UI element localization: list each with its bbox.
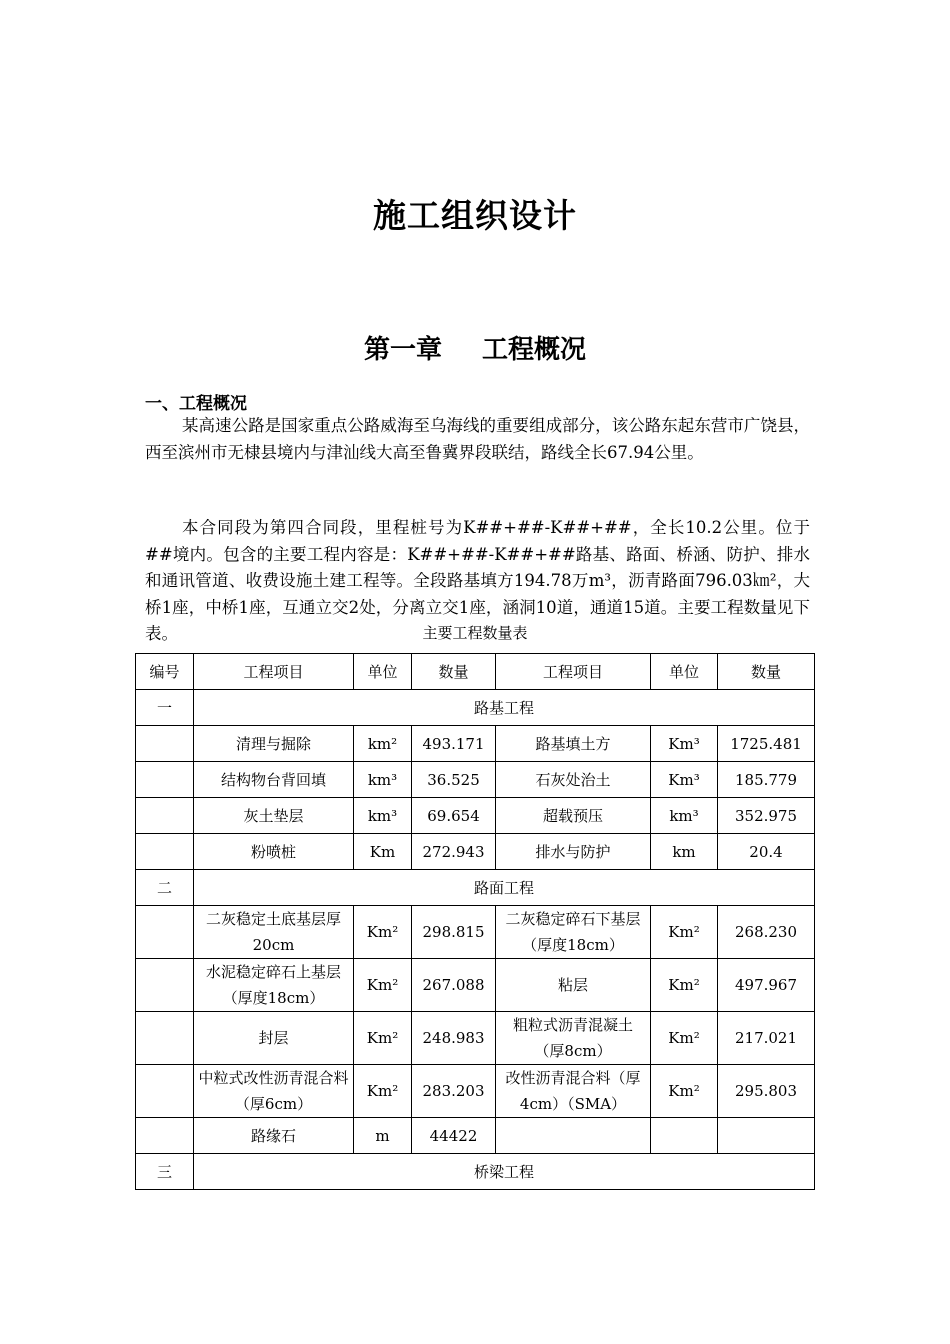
unit-cell: Km² <box>651 1065 718 1118</box>
header-cell: 工程项目 <box>496 654 651 690</box>
unit-cell: Km² <box>354 959 412 1012</box>
table-cell: 185.779 <box>718 762 815 798</box>
header-cell: 编号 <box>136 654 194 690</box>
unit-cell: Km² <box>354 1065 412 1118</box>
chapter-heading <box>0 329 950 366</box>
table-cell: 排水与防护 <box>496 834 651 870</box>
table-cell: 283.203 <box>412 1065 496 1118</box>
unit-cell: Km³ <box>651 726 718 762</box>
table-section-row <box>136 870 815 906</box>
table-cell: 268.230 <box>718 906 815 959</box>
header-cell: 数量 <box>718 654 815 690</box>
quantity-table <box>135 653 815 1190</box>
table-row <box>136 1065 815 1118</box>
table-cell: 石灰处治土 <box>496 762 651 798</box>
section-number-cell: 二 <box>136 870 194 906</box>
table-cell <box>136 959 194 1012</box>
table-header-row <box>136 654 815 690</box>
unit-cell: Km² <box>651 959 718 1012</box>
table-cell: 结构物台背回填 <box>194 762 354 798</box>
table-cell: 493.171 <box>412 726 496 762</box>
table-cell: 298.815 <box>412 906 496 959</box>
table-cell: 69.654 <box>412 798 496 834</box>
section-number-cell: 一 <box>136 690 194 726</box>
header-cell: 单位 <box>354 654 412 690</box>
unit-cell: Km² <box>354 1012 412 1065</box>
table-row <box>136 834 815 870</box>
table-cell: 二灰稳定土底基层厚20cm <box>194 906 354 959</box>
table-cell <box>136 834 194 870</box>
header-cell: 数量 <box>412 654 496 690</box>
table-row <box>136 1118 815 1154</box>
table-cell: 20.4 <box>718 834 815 870</box>
table-cell: 粗粒式沥青混凝土（厚8cm） <box>496 1012 651 1065</box>
unit-cell: km² <box>354 726 412 762</box>
table-cell: 灰土垫层 <box>194 798 354 834</box>
table-cell: 二灰稳定碎石下基层（厚度18cm） <box>496 906 651 959</box>
table-cell <box>136 1065 194 1118</box>
table-cell: 295.803 <box>718 1065 815 1118</box>
unit-cell: km³ <box>354 798 412 834</box>
header-cell: 工程项目 <box>194 654 354 690</box>
table-cell <box>496 1118 651 1154</box>
table-cell: 超载预压 <box>496 798 651 834</box>
table-cell: 水泥稳定碎石上基层（厚度18cm） <box>194 959 354 1012</box>
table-section-row <box>136 1154 815 1190</box>
table-cell <box>136 1118 194 1154</box>
table-row <box>136 906 815 959</box>
table-cell: 44422 <box>412 1118 496 1154</box>
table-cell <box>718 1118 815 1154</box>
unit-cell: Km <box>354 834 412 870</box>
unit-cell: km³ <box>651 798 718 834</box>
unit-cell: Km² <box>354 906 412 959</box>
table-cell: 248.983 <box>412 1012 496 1065</box>
table-cell: 217.021 <box>718 1012 815 1065</box>
table-section-row <box>136 690 815 726</box>
table-cell: 497.967 <box>718 959 815 1012</box>
table-cell: 粘层 <box>496 959 651 1012</box>
paragraph-overview: 某高速公路是国家重点公路威海至乌海线的重要组成部分，该公路东起东营市广饶县，西至滨州市无棣县境内与津汕线大高至鲁冀界段联结，路线全长67.94公里。 <box>145 416 810 462</box>
table-cell: 267.088 <box>412 959 496 1012</box>
table-cell <box>136 1012 194 1065</box>
unit-cell: Km³ <box>651 762 718 798</box>
table-row <box>136 1012 815 1065</box>
table-cell: 36.525 <box>412 762 496 798</box>
table-cell: 清理与掘除 <box>194 726 354 762</box>
table-cell: 路基填土方 <box>496 726 651 762</box>
unit-cell: m <box>354 1118 412 1154</box>
table-caption: 主要工程数量表 <box>422 624 528 642</box>
paragraph-contract: 本合同段为第四合同段，里程桩号为K##+##-K##+##，全长10.2公里。位于##境内。包含的主要工程内容是：K##+##-K##+##路基、路面、桥涵、防护、排水和通讯管道、收费设施土建工程等。全段路基填方194.78万m³，沥青路面796.03㎞²，大桥1座，中桥1座，互通立交2处，分离立交1座，涵洞10道，通道15道。主要工程数量见下表。 <box>145 518 810 643</box>
header-cell: 单位 <box>651 654 718 690</box>
unit-cell: km <box>651 834 718 870</box>
table-cell: 封层 <box>194 1012 354 1065</box>
table-row <box>136 762 815 798</box>
table-cell: 中粒式改性沥青混合料（厚6cm） <box>194 1065 354 1118</box>
document-title: 施工组织设计 <box>373 196 577 235</box>
unit-cell: Km² <box>651 1012 718 1065</box>
table-cell: 352.975 <box>718 798 815 834</box>
table-cell: 粉喷桩 <box>194 834 354 870</box>
unit-cell <box>651 1118 718 1154</box>
table-cell <box>136 726 194 762</box>
table-row <box>136 726 815 762</box>
table-cell: 路缘石 <box>194 1118 354 1154</box>
table-row <box>136 798 815 834</box>
table-row <box>136 959 815 1012</box>
section-heading: 一、工程概况 <box>145 394 247 414</box>
table-cell: 272.943 <box>412 834 496 870</box>
quantity-table-body <box>136 654 815 1190</box>
table-cell <box>136 762 194 798</box>
table-cell: 改性沥青混合料（厚4cm）（SMA） <box>496 1065 651 1118</box>
section-label-cell: 路面工程 <box>194 870 815 906</box>
section-number-cell: 三 <box>136 1154 194 1190</box>
table-cell <box>136 906 194 959</box>
chapter-number: 第一章 <box>363 335 442 365</box>
section-label-cell: 路基工程 <box>194 690 815 726</box>
unit-cell: Km² <box>651 906 718 959</box>
table-cell <box>136 798 194 834</box>
chapter-name: 工程概况 <box>482 335 587 365</box>
unit-cell: km³ <box>354 762 412 798</box>
table-cell: 1725.481 <box>718 726 815 762</box>
section-label-cell: 桥梁工程 <box>194 1154 815 1190</box>
